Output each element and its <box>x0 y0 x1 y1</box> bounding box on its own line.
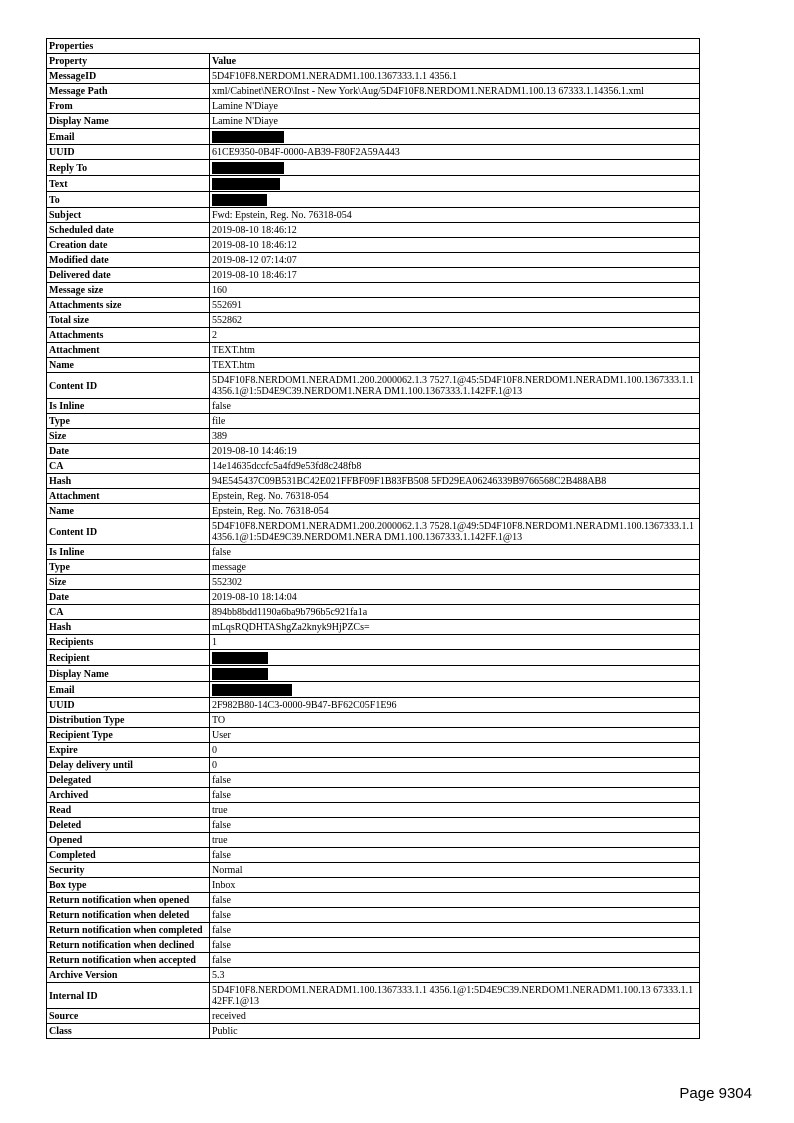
redaction-block <box>212 194 267 206</box>
property-name: Completed <box>47 848 210 863</box>
property-name: Security <box>47 863 210 878</box>
table-row <box>47 129 700 145</box>
property-value: Normal <box>210 863 700 878</box>
property-name: Return notification when opened <box>47 893 210 908</box>
property-value: TEXT.htm <box>210 358 700 373</box>
property-name: Archived <box>47 788 210 803</box>
table-row <box>47 69 700 84</box>
property-name: Recipient Type <box>47 728 210 743</box>
table-row <box>47 283 700 298</box>
property-name: Delay delivery until <box>47 758 210 773</box>
property-name: Delivered date <box>47 268 210 283</box>
property-name: Hash <box>47 474 210 489</box>
table-row <box>47 968 700 983</box>
property-value: 552691 <box>210 298 700 313</box>
property-name: Content ID <box>47 519 210 545</box>
property-value: 2F982B80-14C3-0000-9B47-BF62C05F1E96 <box>210 698 700 713</box>
property-value: false <box>210 545 700 560</box>
property-name: Email <box>47 682 210 698</box>
property-value: 61CE9350-0B4F-0000-AB39-F80F2A59A443 <box>210 145 700 160</box>
property-name: Attachment <box>47 343 210 358</box>
property-value: 5.3 <box>210 968 700 983</box>
property-value: false <box>210 818 700 833</box>
property-name: Deleted <box>47 818 210 833</box>
property-value: TO <box>210 713 700 728</box>
property-name: Hash <box>47 620 210 635</box>
table-row <box>47 429 700 444</box>
property-name: Scheduled date <box>47 223 210 238</box>
table-row <box>47 459 700 474</box>
property-value <box>210 192 700 208</box>
property-name: Distribution Type <box>47 713 210 728</box>
property-value: false <box>210 953 700 968</box>
property-name: Subject <box>47 208 210 223</box>
table-row <box>47 983 700 1009</box>
table-row <box>47 1024 700 1039</box>
property-value: true <box>210 803 700 818</box>
property-value: false <box>210 399 700 414</box>
table-title-row <box>47 39 700 54</box>
table-row <box>47 328 700 343</box>
table-row <box>47 145 700 160</box>
property-value: Lamine N'Diaye <box>210 99 700 114</box>
property-name: Creation date <box>47 238 210 253</box>
property-value: 0 <box>210 758 700 773</box>
table-row <box>47 489 700 504</box>
property-name: Date <box>47 444 210 459</box>
table-row <box>47 519 700 545</box>
table-row <box>47 160 700 176</box>
property-value: 160 <box>210 283 700 298</box>
property-value: 14e14635dccfc5a4fd9e53fd8c248fb8 <box>210 459 700 474</box>
property-name: Name <box>47 358 210 373</box>
property-name: Source <box>47 1009 210 1024</box>
table-row <box>47 666 700 682</box>
property-name: Recipients <box>47 635 210 650</box>
table-row <box>47 268 700 283</box>
table-row <box>47 253 700 268</box>
table-row <box>47 399 700 414</box>
property-value: 5D4F10F8.NERDOM1.NERADM1.200.2000062.1.3 7528.1@49:5D4F10F8.NERDOM1.NERADM1.100.1367333.1.14356.1@1:5D4E9C39.NERDOM1.NERA DM1.100.1367333.1.142FF.1@13 <box>210 519 700 545</box>
table-row <box>47 605 700 620</box>
table-row <box>47 938 700 953</box>
table-row <box>47 803 700 818</box>
property-value: Fwd: Epstein, Reg. No. 76318-054 <box>210 208 700 223</box>
table-row <box>47 863 700 878</box>
property-value: 94E545437C09B531BC42E021FFBF09F1B83FB508 5FD29EA06246339B9766568C2B488AB8 <box>210 474 700 489</box>
table-row <box>47 953 700 968</box>
property-value: file <box>210 414 700 429</box>
property-name: Attachments <box>47 328 210 343</box>
page-number: Page 9304 <box>679 1085 752 1102</box>
property-name: Text <box>47 176 210 192</box>
table-row <box>47 893 700 908</box>
table-row <box>47 728 700 743</box>
property-name: Class <box>47 1024 210 1039</box>
table-row <box>47 298 700 313</box>
property-name: Message size <box>47 283 210 298</box>
header-property: Property <box>47 54 210 69</box>
property-name: To <box>47 192 210 208</box>
property-name: Display Name <box>47 114 210 129</box>
property-value: message <box>210 560 700 575</box>
property-value <box>210 160 700 176</box>
table-row <box>47 698 700 713</box>
property-value: false <box>210 908 700 923</box>
property-value <box>210 176 700 192</box>
property-name: Box type <box>47 878 210 893</box>
table-title: Properties <box>47 39 700 54</box>
property-name: Return notification when accepted <box>47 953 210 968</box>
property-name: Modified date <box>47 253 210 268</box>
table-row <box>47 208 700 223</box>
property-name: UUID <box>47 145 210 160</box>
property-value: User <box>210 728 700 743</box>
property-value: 2019-08-10 18:14:04 <box>210 590 700 605</box>
property-name: Is Inline <box>47 399 210 414</box>
table-row <box>47 99 700 114</box>
table-row <box>47 238 700 253</box>
redaction-block <box>212 162 284 174</box>
property-name: Expire <box>47 743 210 758</box>
property-value: 2019-08-10 18:46:12 <box>210 223 700 238</box>
property-value <box>210 682 700 698</box>
table-row <box>47 923 700 938</box>
table-row <box>47 575 700 590</box>
property-name: Content ID <box>47 373 210 399</box>
property-value: 2019-08-12 07:14:07 <box>210 253 700 268</box>
property-value: 2 <box>210 328 700 343</box>
property-value: 552862 <box>210 313 700 328</box>
property-name: Date <box>47 590 210 605</box>
property-value <box>210 666 700 682</box>
table-row <box>47 833 700 848</box>
property-name: CA <box>47 459 210 474</box>
table-header-row <box>47 54 700 69</box>
table-row <box>47 818 700 833</box>
property-value: 5D4F10F8.NERDOM1.NERADM1.200.2000062.1.3 7527.1@45:5D4F10F8.NERDOM1.NERADM1.100.1367333.1.14356.1@1:5D4E9C39.NERDOM1.NERA DM1.100.1367333.1.142FF.1@13 <box>210 373 700 399</box>
property-value: true <box>210 833 700 848</box>
property-value: 5D4F10F8.NERDOM1.NERADM1.100.1367333.1.1 4356.1@1:5D4E9C39.NERDOM1.NERADM1.100.13 67333.1.142FF.1@13 <box>210 983 700 1009</box>
table-row <box>47 635 700 650</box>
redaction-block <box>212 178 280 190</box>
property-name: Message Path <box>47 84 210 99</box>
table-row <box>47 1009 700 1024</box>
property-value: false <box>210 923 700 938</box>
property-value: 2019-08-10 18:46:12 <box>210 238 700 253</box>
table-row <box>47 713 700 728</box>
table-row <box>47 620 700 635</box>
property-name: Email <box>47 129 210 145</box>
redaction-block <box>212 652 268 664</box>
table-row <box>47 223 700 238</box>
property-value <box>210 650 700 666</box>
table-row <box>47 343 700 358</box>
redaction-block <box>212 668 268 680</box>
property-name: Attachment <box>47 489 210 504</box>
table-row <box>47 176 700 192</box>
property-value: TEXT.htm <box>210 343 700 358</box>
property-value: mLqsRQDHTAShgZa2knyk9HjPZCs= <box>210 620 700 635</box>
property-name: Size <box>47 429 210 444</box>
property-name: Internal ID <box>47 983 210 1009</box>
property-value: 894bb8bdd1190a6ba9b796b5c921fa1a <box>210 605 700 620</box>
property-name: Archive Version <box>47 968 210 983</box>
property-name: Is Inline <box>47 545 210 560</box>
table-row <box>47 474 700 489</box>
property-value: false <box>210 773 700 788</box>
table-row <box>47 878 700 893</box>
table-row <box>47 848 700 863</box>
property-name: Return notification when completed <box>47 923 210 938</box>
header-value: Value <box>210 54 700 69</box>
table-row <box>47 560 700 575</box>
table-row <box>47 504 700 519</box>
redaction-block <box>212 684 292 696</box>
property-name: Attachments size <box>47 298 210 313</box>
property-value: Epstein, Reg. No. 76318-054 <box>210 504 700 519</box>
table-row <box>47 358 700 373</box>
property-value: Public <box>210 1024 700 1039</box>
property-name: Type <box>47 414 210 429</box>
table-row <box>47 444 700 459</box>
table-row <box>47 114 700 129</box>
property-name: Delegated <box>47 773 210 788</box>
property-name: Total size <box>47 313 210 328</box>
property-name: Size <box>47 575 210 590</box>
property-name: Read <box>47 803 210 818</box>
property-value: 389 <box>210 429 700 444</box>
table-row <box>47 373 700 399</box>
table-row <box>47 788 700 803</box>
table-row <box>47 908 700 923</box>
property-value: 5D4F10F8.NERDOM1.NERADM1.100.1367333.1.1 4356.1 <box>210 69 700 84</box>
table-row <box>47 545 700 560</box>
property-value: xml/Cabinet\NERO\Inst - New York\Aug/5D4F10F8.NERDOM1.NERADM1.100.13 67333.1.14356.1.xml <box>210 84 700 99</box>
table-row <box>47 313 700 328</box>
property-name: Type <box>47 560 210 575</box>
property-value <box>210 129 700 145</box>
property-name: CA <box>47 605 210 620</box>
property-name: Opened <box>47 833 210 848</box>
property-value: false <box>210 788 700 803</box>
property-value: Lamine N'Diaye <box>210 114 700 129</box>
property-value: false <box>210 893 700 908</box>
property-value: 2019-08-10 14:46:19 <box>210 444 700 459</box>
table-row <box>47 590 700 605</box>
table-row <box>47 414 700 429</box>
table-row <box>47 84 700 99</box>
property-name: Display Name <box>47 666 210 682</box>
property-value: 0 <box>210 743 700 758</box>
property-name: MessageID <box>47 69 210 84</box>
property-value: 2019-08-10 18:46:17 <box>210 268 700 283</box>
table-row <box>47 758 700 773</box>
property-name: Return notification when declined <box>47 938 210 953</box>
property-value: 1 <box>210 635 700 650</box>
property-name: UUID <box>47 698 210 713</box>
table-row <box>47 743 700 758</box>
property-value: Epstein, Reg. No. 76318-054 <box>210 489 700 504</box>
property-name: Reply To <box>47 160 210 176</box>
table-row <box>47 682 700 698</box>
table-row <box>47 192 700 208</box>
table-row <box>47 650 700 666</box>
property-value: false <box>210 848 700 863</box>
properties-table <box>46 38 700 1039</box>
property-name: From <box>47 99 210 114</box>
property-value: Inbox <box>210 878 700 893</box>
redaction-block <box>212 131 284 143</box>
property-name: Recipient <box>47 650 210 666</box>
property-value: 552302 <box>210 575 700 590</box>
property-value: false <box>210 938 700 953</box>
table-row <box>47 773 700 788</box>
property-value: received <box>210 1009 700 1024</box>
property-name: Name <box>47 504 210 519</box>
property-name: Return notification when deleted <box>47 908 210 923</box>
